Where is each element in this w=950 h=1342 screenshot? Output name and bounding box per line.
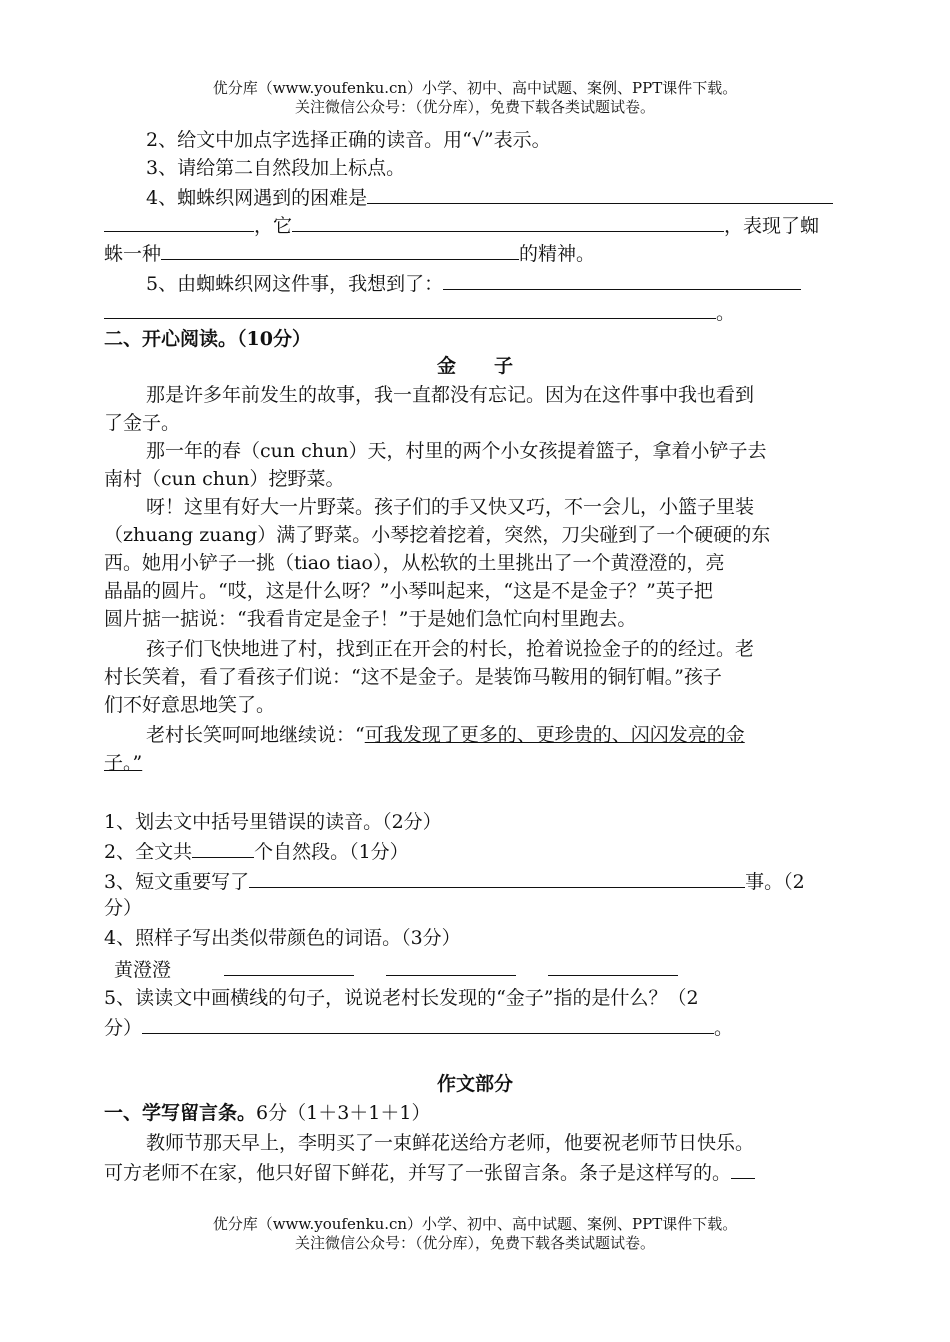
question-5-line-2 [104, 297, 846, 327]
question-4-label: 4、蜘蛛织网遇到的困难是 [146, 187, 368, 209]
composition-heading-score: 6分（1＋3＋1＋1） [256, 1102, 431, 1124]
story-p1-line-2: 了金子。 [104, 412, 181, 434]
example-word: 黄澄澄 [114, 959, 172, 981]
story-p4-line-2: 村长笑着，看了看孩子们说：“这不是金子。是装饰马鞍用的铜钉帽。”孩子 [104, 666, 722, 688]
question-4-line-3 [104, 238, 846, 268]
question-4-start-text: 蛛一种 [104, 243, 162, 265]
question-4-line-1 [146, 182, 846, 212]
page-header-line-1: 优分库（www.youfenku.cn）小学、初中、高中试题、案例、PPT课件下载。 [212, 79, 738, 97]
story-p3-line-5: 圆片掂一掂说：“我看肯定是金子！”于是她们急忙向村里跑去。 [104, 608, 637, 630]
page-footer-line-2: 关注微信公众号：（优分库），免费下载各类试题试卷。 [294, 1234, 655, 1252]
composition-heading-bold: 一、学写留言条。 [104, 1102, 257, 1124]
question-4-end-text-2: 的精神。 [519, 243, 596, 265]
story-p3-line-1: 呀！这里有好大一片野菜。孩子们的手又快又巧，不一会儿，小篮子里装 [146, 496, 755, 518]
question-2: 2、给文中加点字选择正确的读音。用“√”表示。 [146, 129, 551, 151]
answer-blank[interactable] [292, 210, 724, 232]
reading-question-5: 5、读读文中画横线的句子，说说老村长发现的“金子”指的是什么？（2 [104, 987, 699, 1009]
story-p5-line-2 [104, 749, 846, 777]
story-p1-line-1: 那是许多年前发生的故事，我一直都没有忘记。因为在这件事中我也看到 [146, 384, 755, 406]
composition-p1-line-2 [104, 1157, 846, 1187]
page-header-line-2: 关注微信公众号：（优分库），免费下载各类试题试卷。 [294, 98, 655, 116]
composition-heading [104, 1099, 846, 1127]
underlined-sentence: 可我发现了更多的、更珍贵的、闪闪发亮的金 [364, 724, 745, 746]
story-p3-line-3: 西。她用小铲子一挑（tiao tiao），从松软的土里挑出了一个黄澄澄的，亮 [104, 552, 725, 574]
reading-question-3 [104, 866, 846, 896]
answer-blank[interactable] [367, 182, 833, 204]
answer-blank[interactable] [104, 210, 254, 232]
reading-question-3-cont: 分） [104, 897, 143, 919]
question-4-mid-text: ，它 [254, 215, 293, 237]
reading-question-4: 4、照样子写出类似带颜色的词语。（3分） [104, 927, 461, 949]
answer-blank[interactable] [192, 836, 254, 858]
answer-blank[interactable] [443, 268, 801, 290]
reading-question-5-cont [104, 1012, 846, 1042]
reading-question-5-end: 。 [714, 1017, 734, 1039]
question-4-end-text: ，表现了蜘 [724, 215, 820, 237]
story-p5-line-1 [146, 721, 846, 749]
question-4-line-2 [104, 210, 846, 240]
composition-title: 作文部分 [436, 1073, 513, 1095]
reading-question-2 [104, 836, 846, 866]
story-p5-plain: 老村长笑呵呵地继续说：“ [146, 724, 365, 746]
answer-blank[interactable] [249, 866, 745, 888]
answer-blank[interactable] [731, 1157, 755, 1179]
reading-question-2-label: 2、全文共 [104, 841, 193, 863]
composition-p1-line-1: 教师节那天早上，李明买了一束鲜花送给方老师，他要祝老师节日快乐。 [146, 1132, 755, 1154]
question-5-label: 5、由蜘蛛织网这件事，我想到了： [146, 273, 444, 295]
reading-question-4-answers [104, 954, 846, 984]
composition-p1-line-2-text: 可方老师不在家，他只好留下鲜花，并写了一张留言条。条子是这样写的。 [104, 1162, 732, 1184]
reading-question-5-label: 分） [104, 1017, 143, 1039]
reading-question-2-rest: 个自然段。（1分） [254, 841, 409, 863]
reading-question-1: 1、划去文中括号里错误的读音。（2分） [104, 811, 442, 833]
page-footer-line-1: 优分库（www.youfenku.cn）小学、初中、高中试题、案例、PPT课件下载。 [212, 1215, 738, 1233]
story-p2-line-1: 那一年的春（cun chun）天，村里的两个小女孩提着篮子，拿着小铲子去 [146, 440, 767, 462]
answer-blank[interactable] [104, 297, 716, 319]
reading-question-3-rest: 事。（2 [745, 871, 805, 893]
underlined-sentence-end: 子。” [104, 752, 143, 774]
answer-blank[interactable] [224, 954, 354, 976]
answer-blank[interactable] [142, 1012, 714, 1034]
question-5-line-1 [146, 268, 846, 298]
story-p3-line-4: 晶晶的圆片。“哎，这是什么呀？”小琴叫起来，“这是不是金子？”英子把 [104, 580, 713, 602]
reading-heading: 二、开心阅读。（10分） [104, 328, 311, 350]
story-p4-line-1: 孩子们飞快地进了村，找到正在开会的村长，抢着说捡金子的的经过。老 [146, 638, 755, 660]
story-title: 金 子 [436, 355, 513, 377]
story-p3-line-2: （zhuang zuang）满了野菜。小琴挖着挖着，突然，刀尖碰到了一个硬硬的东 [104, 524, 771, 546]
question-5-end: 。 [716, 302, 736, 324]
answer-blank[interactable] [161, 238, 519, 260]
question-3: 3、请给第二自然段加上标点。 [146, 157, 406, 179]
answer-blank[interactable] [548, 954, 678, 976]
story-p4-line-3: 们不好意思地笑了。 [104, 694, 276, 716]
reading-question-3-label: 3、短文重要写了 [104, 871, 250, 893]
answer-blank[interactable] [386, 954, 516, 976]
story-p2-line-2: 南村（cun chun）挖野菜。 [104, 468, 345, 490]
